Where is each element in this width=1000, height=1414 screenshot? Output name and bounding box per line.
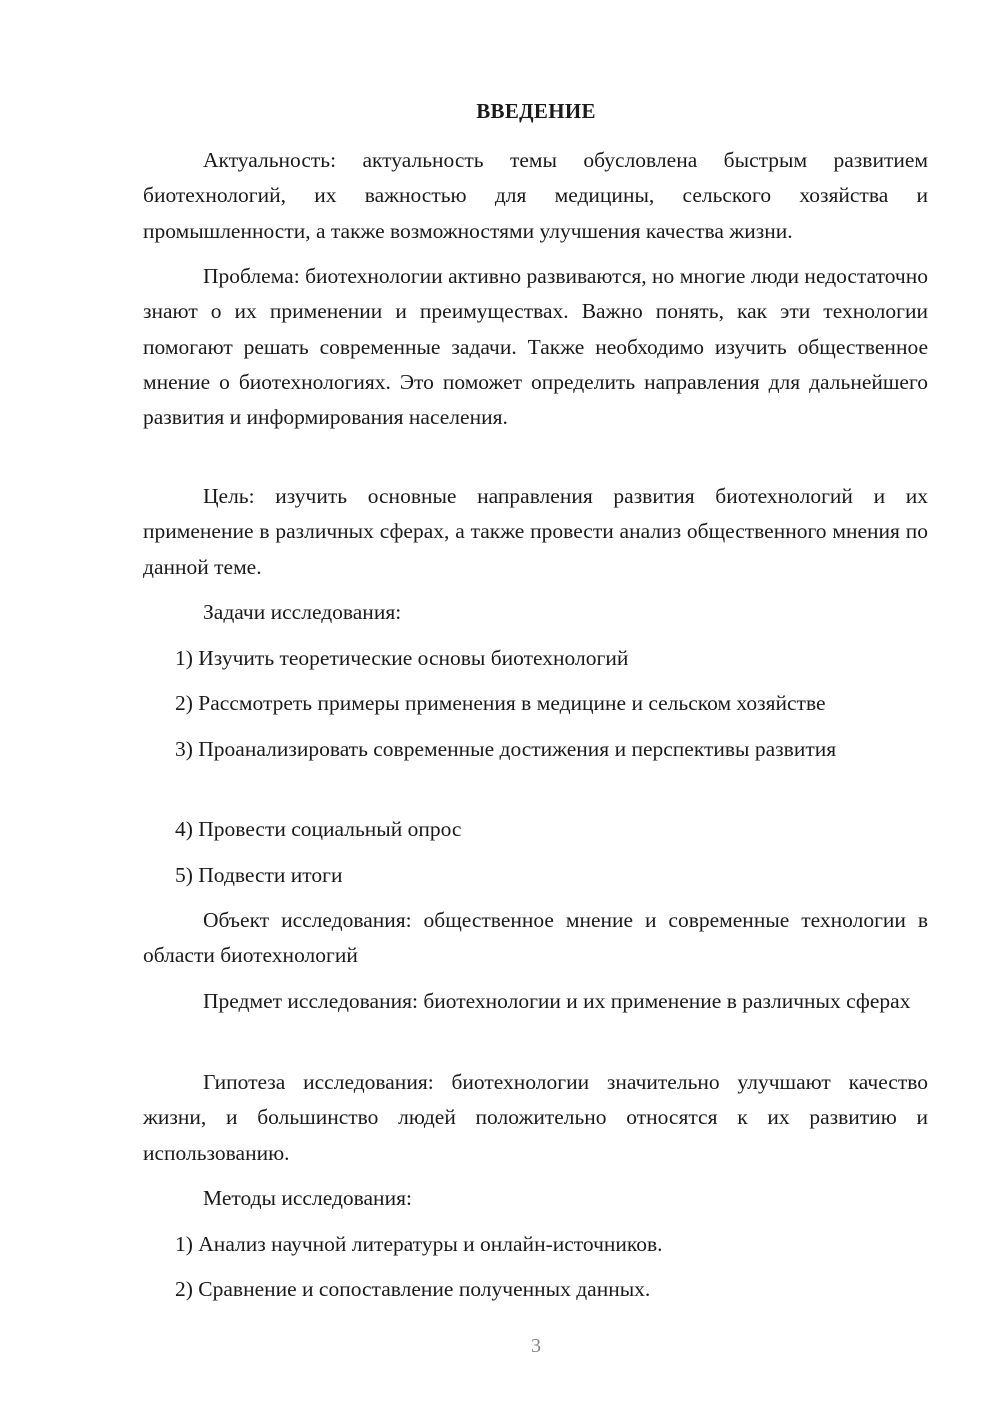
methods-heading-block [143, 1181, 928, 1216]
task-item-2 [143, 686, 928, 721]
task-item-1 [143, 641, 928, 676]
task-text: 4) Провести социальный опрос [175, 817, 462, 841]
method-text: 2) Сравнение и сопоставление полученных данных. [175, 1277, 651, 1301]
problem-paragraph [143, 259, 928, 435]
tasks-heading: Задачи исследования: [203, 600, 402, 624]
section-title: ВВЕДЕНИЕ [476, 99, 596, 123]
page-number: 3 [531, 1335, 541, 1357]
hypothesis-paragraph [143, 1065, 928, 1171]
relevance-paragraph [143, 143, 928, 249]
subject-text: Предмет исследования: биотехнологии и их применение в различных сферах [203, 989, 911, 1013]
goal-paragraph [143, 479, 928, 585]
method-text: 1) Анализ научной литературы и онлайн-источников. [175, 1232, 663, 1256]
method-item-1 [143, 1227, 928, 1262]
goal-text: Цель: изучить основные направления развития биотехнологий и их применение в различных сферах, а также провести анализ общественного мнения по данной теме. [143, 484, 928, 579]
tasks-heading-block [143, 595, 928, 630]
task-text: 3) Проанализировать современные достижения и перспективы развития [175, 737, 837, 761]
task-text: 2) Рассмотреть примеры применения в медицине и сельском хозяйстве [175, 691, 826, 715]
hypothesis-text: Гипотеза исследования: биотехнологии значительно улучшают качество жизни, и большинство людей положительно относятся к их развитию и использованию. [143, 1070, 928, 1165]
problem-text: Проблема: биотехнологии активно развиваются, но многие люди недостаточно знают о их применении и преимуществах. Важно понять, как эти технологии помогают решать современные задачи. Также необходимо изучить общественное мнение о биотехнологиях. Это поможет определить направления для дальнейшего развития и информирования населения. [143, 264, 928, 430]
task-item-4 [143, 812, 928, 847]
task-text: 5) Подвести итоги [175, 863, 343, 887]
method-item-2 [143, 1272, 928, 1307]
object-paragraph [143, 903, 928, 974]
task-item-5 [143, 858, 928, 893]
task-text: 1) Изучить теоретические основы биотехнологий [175, 646, 629, 670]
relevance-text: Актуальность: актуальность темы обусловлена быстрым развитием биотехнологий, их важностью для медицины, сельского хозяйства и промышленности, а также возможностями улучшения качества жизни. [143, 148, 928, 243]
task-item-3 [143, 732, 928, 767]
subject-paragraph [143, 984, 928, 1019]
object-text: Объект исследования: общественное мнение и современные технологии в области биотехнологий [143, 908, 928, 968]
methods-heading: Методы исследования: [203, 1186, 412, 1210]
